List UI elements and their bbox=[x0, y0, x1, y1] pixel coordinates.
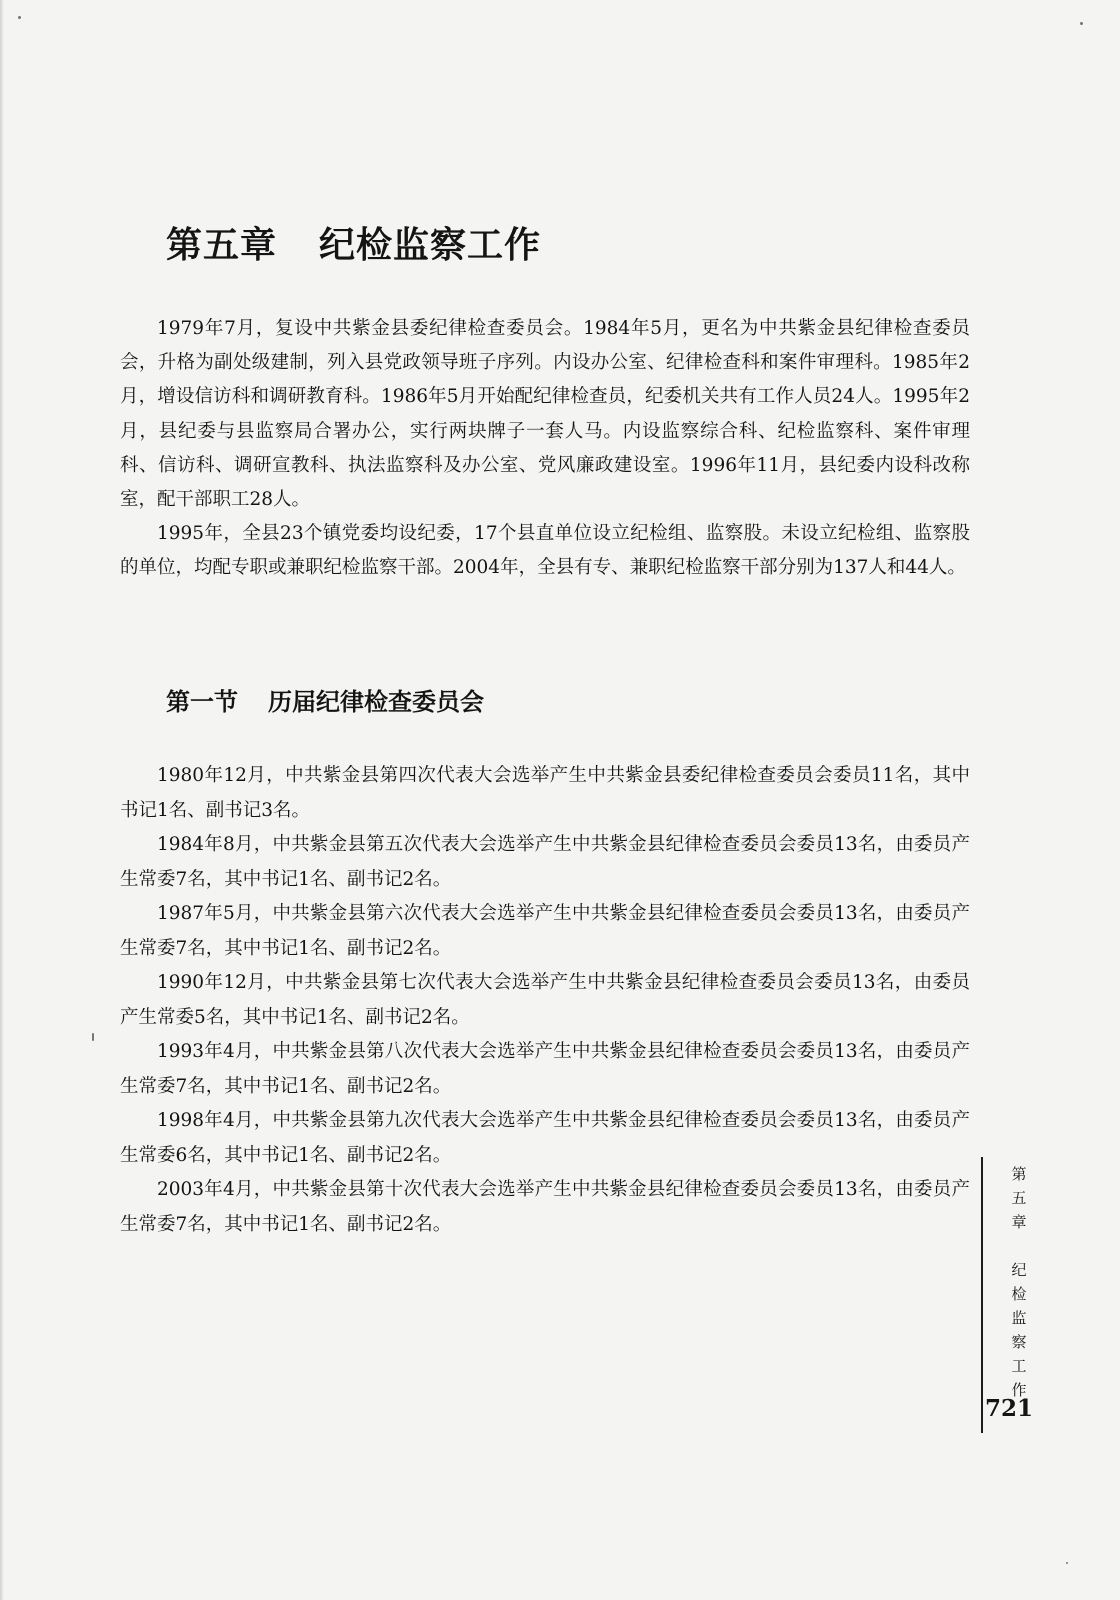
page-edge-shadow bbox=[0, 0, 4, 1600]
side-tab-char: 章 bbox=[1011, 1213, 1027, 1231]
committee-paragraph: 2003年4月，中共紫金县第十次代表大会选举产生中共紫金县纪律检查委员会委员13名，由委员产生常委7名，其中书记1名、副书记2名。 bbox=[120, 1179, 970, 1235]
chapter-intro bbox=[120, 312, 970, 586]
page-number: 721 bbox=[984, 1395, 1033, 1422]
section-number: 第一节 bbox=[166, 688, 238, 716]
side-tab-char: 检 bbox=[1011, 1285, 1027, 1303]
scan-speck bbox=[92, 1033, 94, 1041]
chapter-name: 纪检监察工作 bbox=[319, 225, 542, 266]
committee-paragraph: 1990年12月，中共紫金县第七次代表大会选举产生中共紫金县纪律检查委员会委员13名，由委员产生常委5名，其中书记1名、副书记2名。 bbox=[120, 972, 970, 1028]
committee-paragraph: 1984年8月，中共紫金县第五次代表大会选举产生中共紫金县纪律检查委员会委员13名，由委员产生常委7名，其中书记1名、副书记2名。 bbox=[120, 834, 970, 890]
committee-paragraph: 1987年5月，中共紫金县第六次代表大会选举产生中共紫金县纪律检查委员会委员13名，由委员产生常委7名，其中书记1名、副书记2名。 bbox=[120, 903, 970, 959]
side-tab-char: 监 bbox=[1011, 1309, 1027, 1327]
committee-paragraph: 1998年4月，中共紫金县第九次代表大会选举产生中共紫金县纪律检查委员会委员13名，由委员产生常委6名，其中书记1名、副书记2名。 bbox=[120, 1110, 970, 1166]
side-tab-rule bbox=[981, 1157, 983, 1433]
side-tab-char: 作 bbox=[1011, 1381, 1027, 1399]
side-tab-char: 第 bbox=[1011, 1165, 1027, 1183]
side-tab-char: 纪 bbox=[1011, 1261, 1027, 1279]
intro-paragraph: 1995年，全县23个镇党委均设纪委，17个县直单位设立纪检组、监察股。未设立纪检组、监察股的单位，均配专职或兼职纪检监察干部。2004年，全县有专、兼职纪检监察干部分别为137人和44人。 bbox=[120, 523, 970, 579]
side-chapter-tab bbox=[999, 1162, 1039, 1402]
scan-speck bbox=[1066, 1562, 1068, 1564]
side-tab-char: 工 bbox=[1011, 1357, 1027, 1375]
section-body bbox=[120, 759, 970, 1242]
section-title bbox=[166, 690, 484, 714]
side-tab-char: 察 bbox=[1011, 1333, 1027, 1351]
committee-paragraph: 1980年12月，中共紫金县第四次代表大会选举产生中共紫金县委纪律检查委员会委员11名，其中书记1名、副书记3名。 bbox=[120, 765, 970, 821]
scan-speck bbox=[1080, 22, 1083, 25]
chapter-title bbox=[166, 225, 542, 266]
intro-paragraph: 1979年7月，复设中共紫金县委纪律检查委员会。1984年5月，更名为中共紫金县纪律检查委员会，升格为副处级建制，列入县党政领导班子序列。内设办公室、纪律检查科和案件审理科。1985年2月，增设信访科和调研教育科。1986年5月开始配纪律检查员，纪委机关共有工作人员24人。1995年2月，县纪委与县监察局合署办公，实行两块牌子一套人马。内设监察综合科、纪检监察科、案件审理科、信访科、调研宣教科、执法监察科及办公室、党风廉政建设室。1996年11月，县纪委内设科改称室，配干部职工28人。 bbox=[120, 318, 970, 511]
section-name: 历届纪律检查委员会 bbox=[268, 688, 484, 716]
scan-speck bbox=[18, 16, 21, 19]
side-tab-char: 五 bbox=[1011, 1189, 1027, 1207]
committee-paragraph: 1993年4月，中共紫金县第八次代表大会选举产生中共紫金县纪律检查委员会委员13名，由委员产生常委7名，其中书记1名、副书记2名。 bbox=[120, 1041, 970, 1097]
side-tab-gap bbox=[999, 1234, 1039, 1258]
chapter-number: 第五章 bbox=[166, 225, 278, 266]
